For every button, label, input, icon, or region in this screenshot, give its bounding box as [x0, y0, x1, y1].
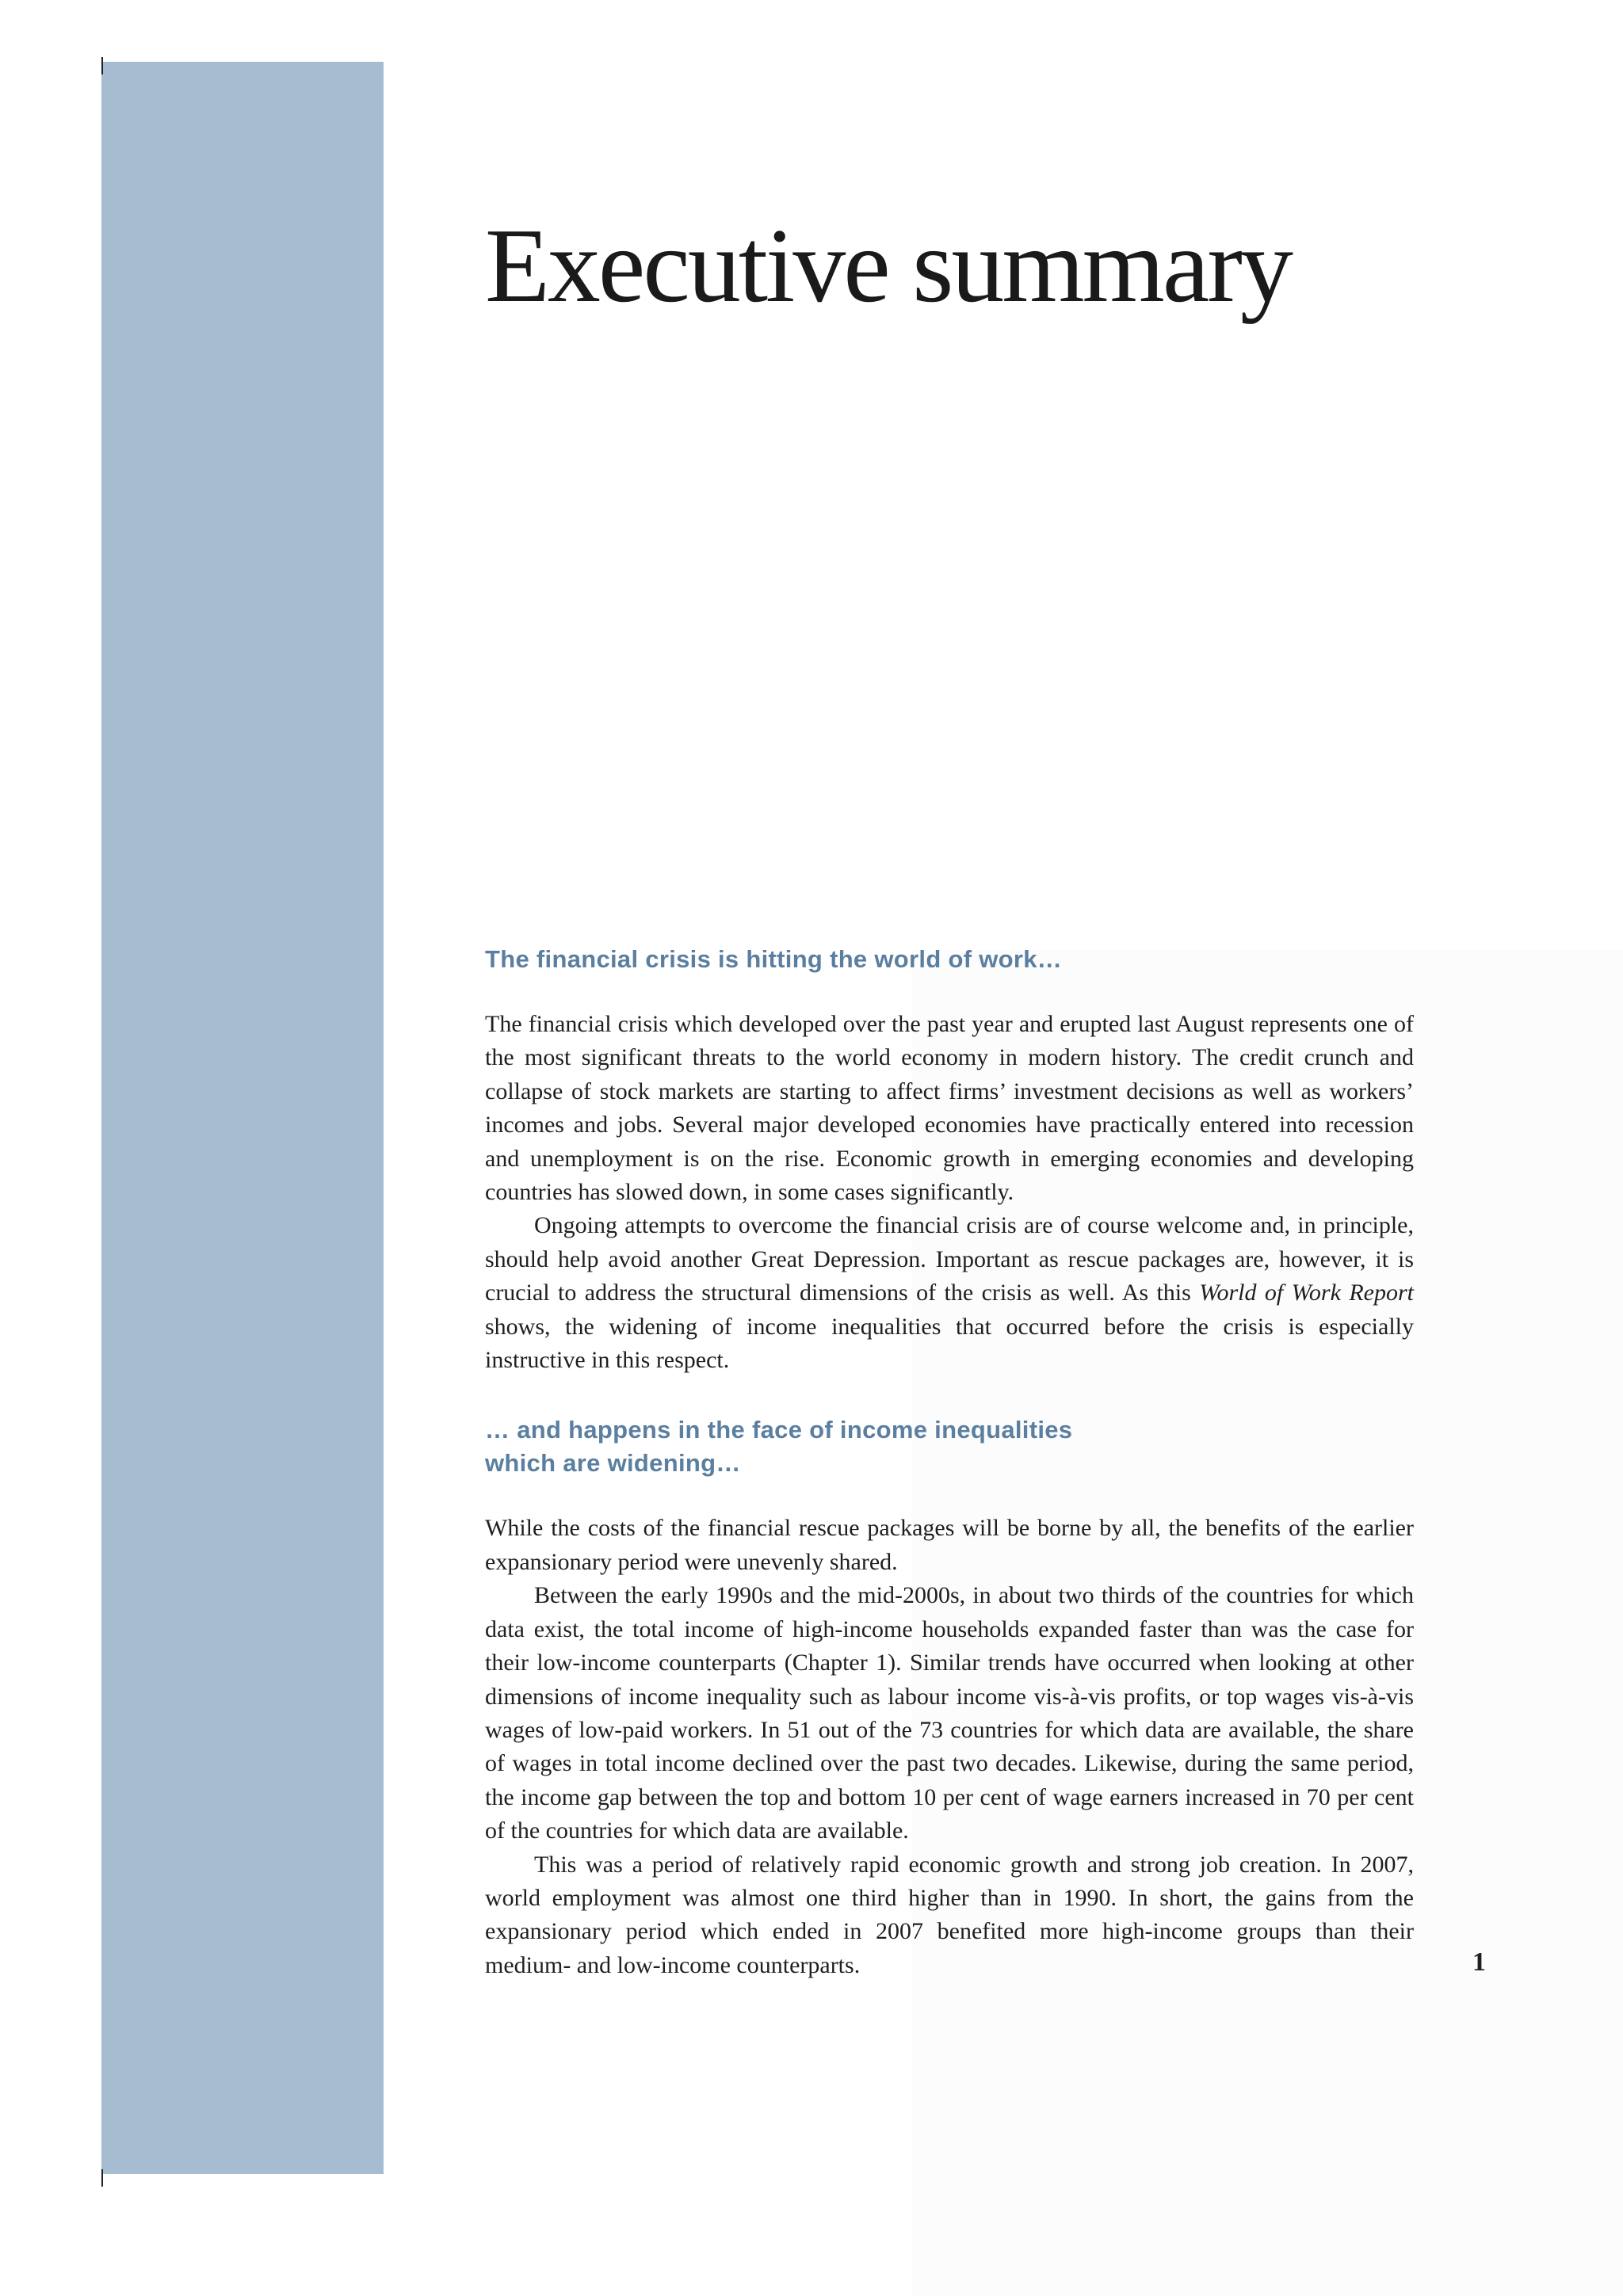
- page-title: Executive summary: [485, 207, 1291, 324]
- decorative-side-band: [101, 62, 384, 2174]
- page-number: 1: [1472, 1947, 1486, 1977]
- heading-line: which are widening…: [485, 1449, 741, 1478]
- paragraph-text: shows, the widening of income inequalities that occurred before the crisis is especially instructive in this respect.: [485, 1313, 1414, 1374]
- section-heading-financial-crisis: The financial crisis is hitting the world of work…: [485, 945, 1063, 973]
- body-paragraph: The financial crisis which developed over the past year and erupted last August represents one of the most significant threats to the world economy in modern history. The credit crunch and collapse of stock markets are starting to affect firms’ investment decisions as well as workers’ incomes and jobs. Several major developed economies have practically entered into recession and unemployment is on the rise. Economic growth in emerging economies and developing countries has slowed down, in some cases significantly.: [485, 1011, 1414, 1206]
- main-content: [485, 943, 1414, 1982]
- body-paragraph: Between the early 1990s and the mid-2000s, in about two thirds of the countries for which data exist, the total income of high-income households expanded faster than was the case for their low-income counterparts (Chapter 1). Similar trends have occurred when looking at other dimensions of income inequality such as labour income vis-à-vis profits, or top wages vis-à-vis wages of low-paid workers. In 51 out of the 73 countries for which data are available, the share of wages in total income declined over the past two decades. Likewise, during the same period, the income gap between the top and bottom 10 per cent of wage earners increased in 70 per cent of the countries for which data are available.: [485, 1582, 1414, 1844]
- body-paragraph: This was a period of relatively rapid economic growth and strong job creation. In 2007, world employment was almost one third higher than in 1990. In short, the gains from the expansionary period which ended in 2007 benefited more high-income groups than their medium- and low-income counterparts.: [485, 1851, 1414, 1978]
- crop-mark-bottom: [101, 2169, 103, 2187]
- heading-line: … and happens in the face of income inequalities: [485, 1416, 1073, 1444]
- paragraph-text: Ongoing attempts to overcome the financial crisis are of course welcome and, in principle, should help avoid another Great Depression. Important as rescue packages are, however, it is crucial to address the structural dimensions of the crisis as well. As this: [485, 1212, 1414, 1306]
- body-paragraph: [485, 1209, 1414, 1377]
- crop-mark-top: [101, 57, 103, 74]
- report-title-emphasis: World of Work Report: [1199, 1280, 1414, 1306]
- section-heading-income-inequalities: [485, 1413, 1414, 1480]
- body-paragraph: While the costs of the financial rescue packages will be borne by all, the benefits of the earlier expansionary period were unevenly shared.: [485, 1515, 1414, 1575]
